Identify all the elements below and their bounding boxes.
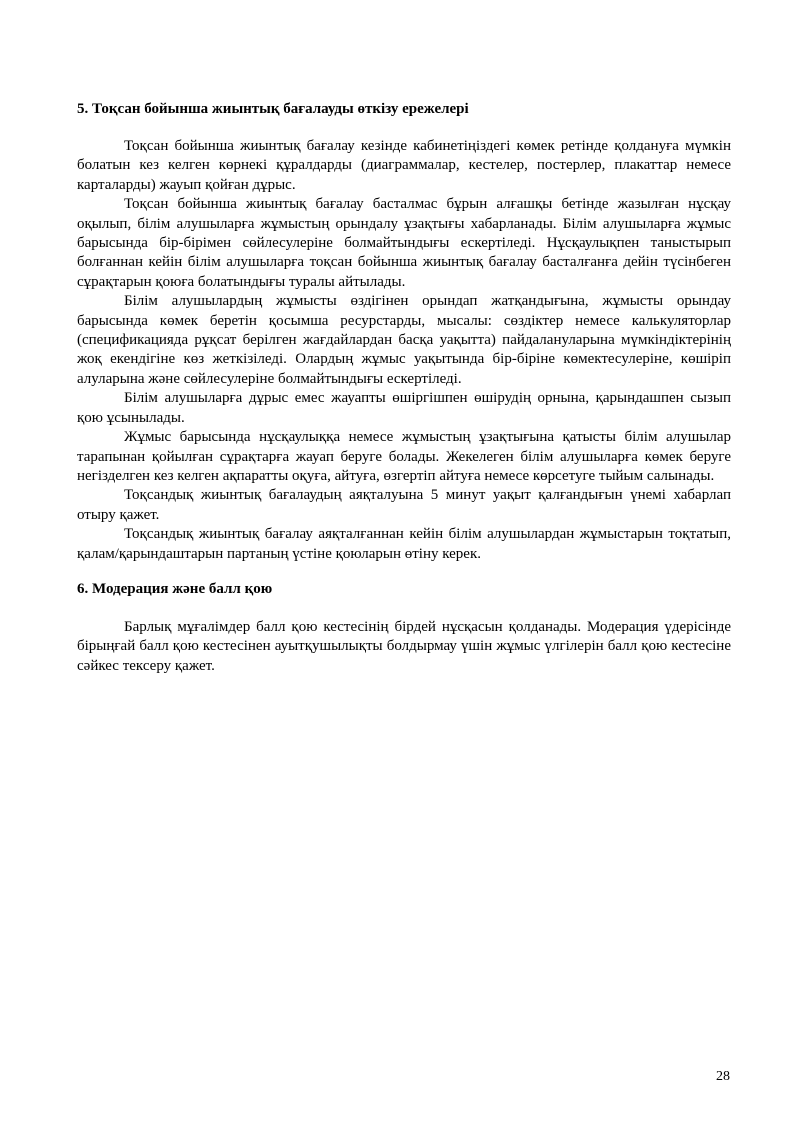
section-heading-5: 5. Тоқсан бойынша жиынтық бағалауды өткізу ережелері (77, 101, 469, 117)
paragraph: Білім алушылардың жұмысты өздігінен орындап жатқандығына, жұмысты орындау барысында көмек беретін қосымша ресурстарды, мысалы: сөздіктер немесе калькуляторлар (спецификацияда рұқсат берілген жағдайлардан басқа уақытта) пайдалануларына мүмкіндіктерінің жоқ екендігіне көз жеткізіледі. Олардың жұмыс уақытында бір-біріне көмектесулеріне, көшіріп алуларына және сөйлесулеріне болмайтындығы ескертіледі. (77, 293, 731, 387)
page-number: 28 (716, 1069, 730, 1084)
section-heading-6: 6. Модерация және балл қою (77, 581, 273, 597)
paragraph: Тоқсан бойынша жиынтық бағалау басталмас бұрын алғашқы бетінде жазылған нұсқау оқылып, білім алушыларға жұмыстың орындалу ұзақтығы хабарланады. Білім алушыларға жұмыс барысында бір-бірімен сөйлесулеріне болмайтындығы ескертіледі. Нұсқаулықпен таныстырып болғаннан кейін білім алушыларға тоқсан бойынша жиынтық бағалау басталғанға дейін түсінбеген сұрақтарын қоюға болатындығы туралы айтылады. (77, 196, 731, 290)
paragraph: Тоқсандық жиынтық бағалау аяқталғаннан кейін білім алушылардан жұмыстарын тоқтатып, қалам/қарындаштарын партаның үстіне қоюларын өтіну керек. (77, 526, 731, 562)
section-body-6 (77, 618, 731, 676)
paragraph: Жұмыс барысында нұсқаулыққа немесе жұмыстың ұзақтығына қатысты білім алушылар тарапынан қойылған сұрақтарға жауап беруге болады. Жекелеген білім алушыларға көмек беруге негізделген кез келген ақпаратты оқуға, айтуға, өзгертіп айтуға немесе көрсетуге тыйым салынады. (77, 429, 731, 484)
paragraph: Тоқсан бойынша жиынтық бағалау кезінде кабинетіңіздегі көмек ретінде қолдануға мүмкін болатын кез келген көрнекі құралдарды (диаграммалар, кестелер, постерлер, плакаттар немесе карталарды) жауып қойған дұрыс. (77, 138, 731, 193)
section-body-5 (77, 137, 731, 564)
paragraph: Тоқсандық жиынтық бағалаудың аяқталуына 5 минут уақыт қалғандығын үнемі хабарлап отыру қажет. (77, 487, 731, 523)
paragraph: Барлық мұғалімдер балл қою кестесінің бірдей нұсқасын қолданады. Модерация үдерісінде бірыңғай балл қою кестесінен ауытқушылықты болдырмау үшін жұмыс үлгілерін балл қою кестесіне сәйкес тексеру қажет. (77, 619, 731, 674)
paragraph: Білім алушыларға дұрыс емес жауапты өшіргішпен өшірудің орнына, қарындашпен сызып қою ұсынылады. (77, 390, 731, 426)
